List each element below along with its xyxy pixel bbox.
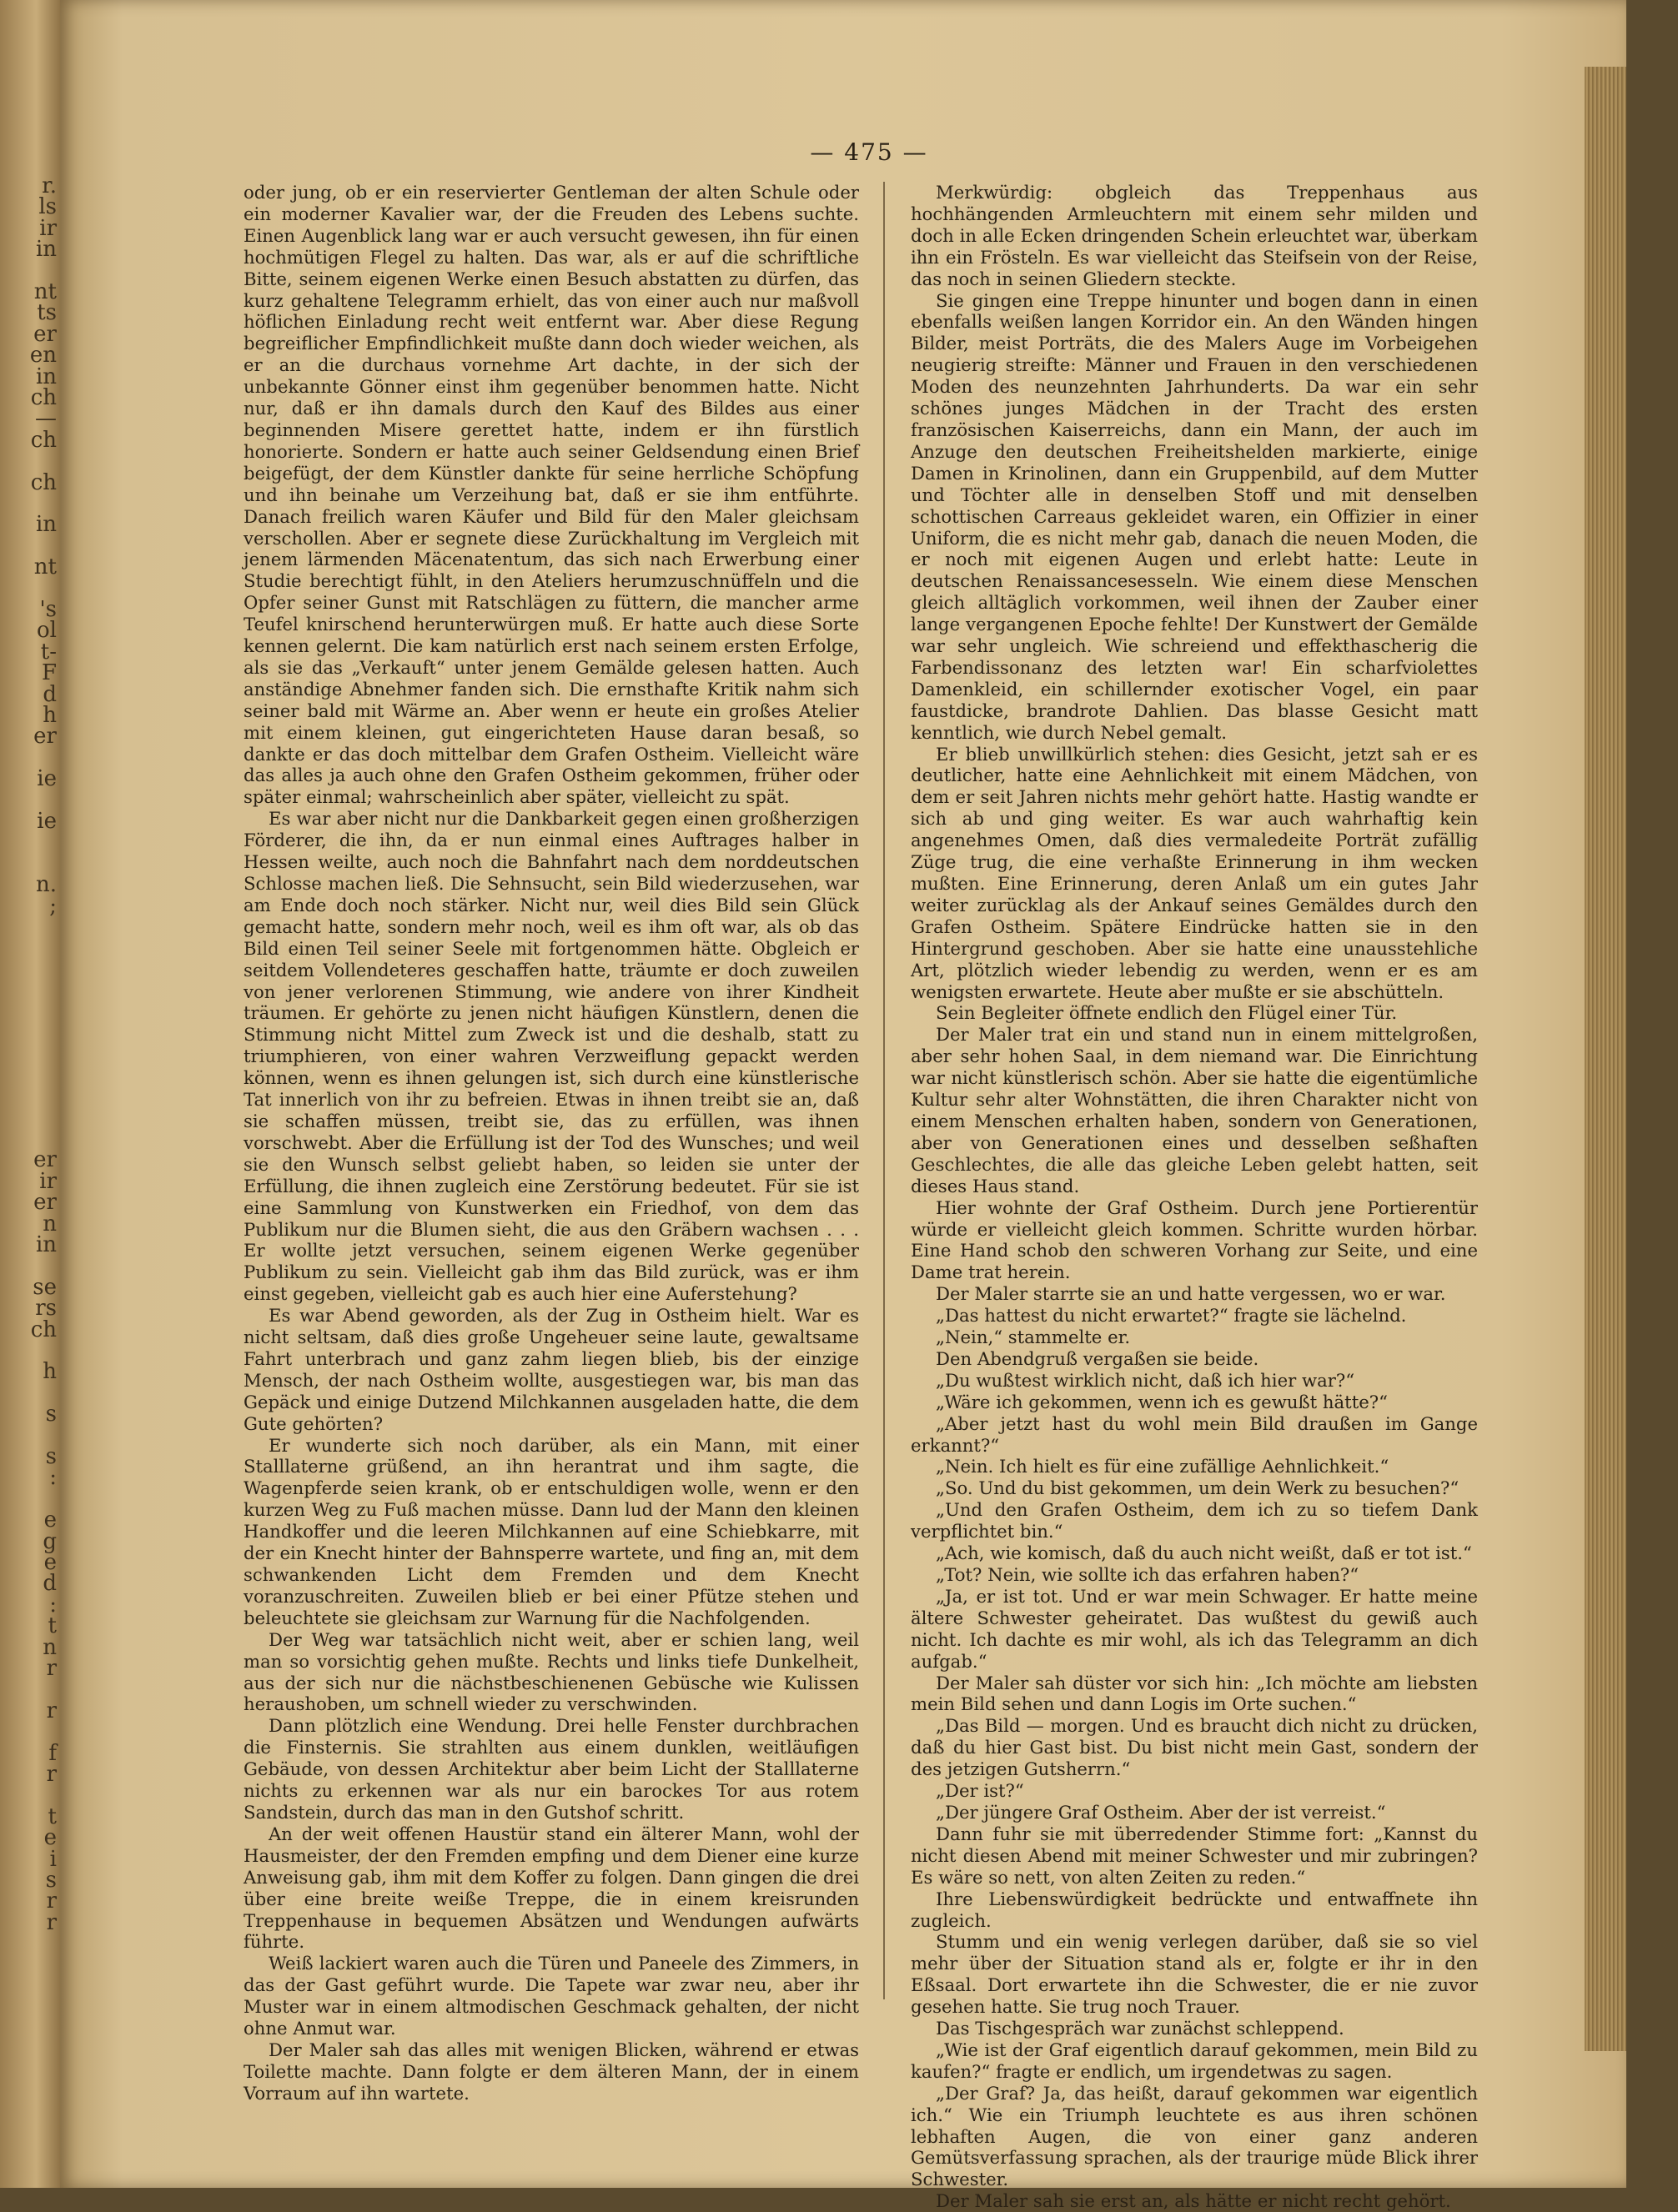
paragraph: „Nein,“ stammelte er. (936, 1327, 1131, 1348)
previous-page-text-fragment: ch (30, 385, 57, 410)
previous-page-text-fragment: ch (30, 1317, 57, 1342)
paragraph: Der Weg war tatsächlich nicht weit, aber er schien lang, weil man so vorsichtig gehen mußte. Rechts und links tiefe Dunkelheit, aus der sich nur die nächstbeschienenen Gebüsche wie Kulissen heraushoben, um schnell wieder zu verschwinden. (244, 1628, 859, 1715)
previous-page-text-fragment: in (35, 512, 57, 538)
page-number: — 475 — (810, 138, 928, 166)
paragraph: „Und den Grafen Ostheim, dem ich zu so tiefem Dank verpflichtet bin.“ (911, 1499, 1478, 1542)
previous-page-text-fragment: e (43, 1550, 57, 1575)
previous-page-text-fragment: ; (49, 893, 57, 919)
previous-page-text-fragment: ir (39, 215, 57, 241)
previous-page-text-fragment: : (49, 1465, 57, 1491)
previous-page-text-fragment: t (48, 1803, 57, 1829)
paragraph: oder jung, ob er ein reservierter Gentleman der alten Schule oder ein moderner Kavalier war, der die Freuden des Lebens suchte. Einen Augenblick lang war er auch versucht gewesen, ihn für einen hochmütigen Flegel zu halten. Das war, als er auf die schriftliche Bitte, seinem eigenen Werke einen Besuch abstatten zu dürfen, das kurz gehaltene Telegramm erhielt, das von einer auch nur maßvoll höflichen Einladung recht weit entfernt war. Aber diese Regung begreiflicher Empfindlichkeit mußte dann doch wieder weichen, als er an die durchaus vornehme Art dachte, in der sich der unbekannte Gönner einst ihm gegenüber benommen hatte. Nicht nur, daß er ihn damals durch den Kauf des Bildes aus einer beginnenden Misere gerettet hatte, indem er ihn fürstlich honorierte. Sondern er hatte auch seiner Geldsendung einen Brief beigefügt, der dem Künstler dankte für seine herrliche Schöpfung und ihn beinahe um Verzeihung bat, daß er sie ihm entführte. Danach freilich waren Käufer und Bild für den Maler gleichsam verschollen. Aber er segnete diese Zurückhaltung im Vergleich mit jenem lärmenden Mäcenatentum, das sich nach Erwerbung einer Studie berechtigt fühlt, in den Ateliers herumzuschnüffeln und die Opfer seiner Gunst mit Ratschlägen zu füttern, die mancher arme Teufel knirschend herunterwürgen muß. Er hatte auch diese Sorte kennen gelernt. Die kam natürlich erst nach seinem ersten Erfolge, als sie das „Verkauft“ unter jenem Gemälde gelesen hatten. Auch anständige Abnehmer fanden sich. Die ernsthafte Kritik nahm sich seiner bald mit Wärme an. Aber wenn er heute ein großes Atelier mit einem kleinen, gut eingerichteten Hause daran besaß, so dankte er das doch mittelbar dem Grafen Ostheim. Vielleicht wäre das alles ja auch ohne den Grafen Ostheim gekommen, früher oder später einmal; wahrscheinlich aber später, vielleicht zu spät. (244, 182, 859, 808)
previous-page-text-fragment: t- (40, 639, 57, 665)
previous-page-text-fragment: nt (33, 554, 57, 580)
previous-page-text-fragment: r (46, 1656, 57, 1681)
previous-page-text-fragment: s (45, 1868, 57, 1893)
paragraph: Merkwürdig: obgleich das Treppenhaus aus hochhängenden Armleuchtern mit einem sehr milden und doch in alle Ecken dringenden Schein erleuchtet war, überkam ihn ein Frösteln. Es war vielleicht das Steifsein von der Reise, das noch in seinen Gliedern steckte. (911, 182, 1478, 289)
previous-page-text-fragment: r (46, 1698, 57, 1723)
paragraph: Dann fuhr sie mit überredender Stimme fort: „Kannst du nicht diesen Abend mit meiner Schwester und mir zubringen? Es wäre so nett, von alten Zeiten zu reden.“ (911, 1823, 1478, 1888)
paragraph: „Ach, wie komisch, daß du auch nicht weißt, daß er tot ist.“ (936, 1542, 1472, 1564)
previous-page-text-fragment: i (49, 1846, 57, 1872)
previous-page-text-fragment: ie (37, 766, 57, 792)
previous-page-text-fragment: ts (37, 300, 57, 326)
previous-page-text-fragment: r (46, 1909, 57, 1935)
previous-page-text-fragment: — (35, 406, 57, 432)
previous-page-text-fragment: n (43, 1634, 57, 1660)
paragraph: „Das Bild — morgen. Und es braucht dich nicht zu drücken, daß du hier Gast bist. Du bist nicht mein Gast, sondern der des jetzigen Gutsherrn.“ (911, 1715, 1478, 1780)
previous-page-text-fragment: d (43, 681, 57, 707)
previous-page-text-fragment: er (33, 724, 57, 750)
column-divider (883, 182, 885, 1999)
previous-page-text-fragment: t (48, 1613, 57, 1639)
previous-page-text-fragment: r. (42, 173, 57, 198)
previous-page-text-fragment: g (43, 1528, 57, 1554)
previous-page-text-fragment: er (33, 1147, 57, 1173)
paragraph: Das Tischgespräch war zunächst schleppend. (936, 2018, 1344, 2039)
previous-page-text-fragment: ch (30, 427, 57, 453)
paragraph: Sein Begleiter öffnete endlich den Flügel einer Tür. (936, 1002, 1398, 1024)
previous-page-text-fragment: : (49, 1592, 57, 1618)
paragraph: „Tot? Nein, wie sollte ich das erfahren haben?“ (936, 1564, 1359, 1585)
paragraph: „Wäre ich gekommen, wenn ich es gewußt hätte?“ (936, 1391, 1388, 1412)
previous-page-text-fragment: r (46, 1762, 57, 1787)
previous-page-text-fragment: ls (38, 194, 57, 220)
previous-page-text-fragment: in (35, 364, 57, 389)
right-text-column (911, 182, 1478, 2212)
previous-page-text-fragment: ol (37, 618, 57, 644)
previous-page-text-fragment: er (33, 1190, 57, 1216)
paragraph: „Wie ist der Graf eigentlich darauf gekommen, mein Bild zu kaufen?“ fragte er endlich, um irgendetwas zu sagen. (911, 2039, 1478, 2082)
previous-page-text-fragment: r (46, 1888, 57, 1914)
previous-page-text-fragment: nt (33, 279, 57, 304)
previous-page-text-fragment: rs (35, 1296, 57, 1322)
paragraph: „So. Und du bist gekommen, um dein Werk zu besuchen?“ (936, 1477, 1459, 1499)
paragraph: „Der Graf? Ja, das heißt, darauf gekommen war eigentlich ich.“ Wie ein Triumph leuchtete es aus ihren schönen lebhaften Augen, die von einer ganz anderen Gemütsverfassung sprachen, als der traurige müde Blick ihrer Schwester. (911, 2082, 1478, 2190)
previous-page-text-fragment: e (43, 1507, 57, 1533)
previous-page-text-fragment: F (41, 660, 57, 686)
previous-page-text-fragment: in (35, 237, 57, 263)
previous-page-text-fragment: en (29, 343, 57, 369)
paragraph: Sie gingen eine Treppe hinunter und bogen dann in einen ebenfalls weißen langen Korridor ein. An den Wänden hingen Bilder, meist Porträts, die des Malers Auge im Vorbeigehen neugierig streifte: Männer und Frauen in den verschiedenen Moden des neunzehnten Jahrhunderts. Da war ein sehr schönes junges Mädchen in der Tracht des ersten französischen Kaiserreichs, dann ein Mann, der auch im Anzuge den deutschen Freiheitshelden markierte, einige Damen in Krinolinen, dann ein Gruppenbild, auf dem Mutter und Töchter alle in denselben Stoff und mit denselben schottischen Carreaus gekleidet waren, ein Offizier in einer Uniform, die es nicht mehr gab, danach die neuen Moden, die er noch mit eigenen Augen und erlebt hatte: Leute in deutschen Renaissancesesseln. Wie einem diese Menschen gleich alltäglich vorkommen, weil ihnen der Zauber einer lange vergangenen Epoche fehlte! Der Kunstwert der Gemälde war sehr ungleich. Wie schreiend und effekthascherig die Farbendissonanz des letzten war! Ein scharfviolettes Damenkleid, ein schillernder exotischer Vogel, ein paar faustdicke, brandrote Dahlien. Das blasse Gesicht matt kenntlich, wie durch Nebel gemalt. (911, 289, 1478, 743)
left-text-column (244, 182, 859, 2104)
paragraph: „Das hattest du nicht erwartet?“ fragte sie lächelnd. (936, 1305, 1407, 1327)
previous-page-text-fragment: in (35, 1232, 57, 1257)
paragraph: Der Maler sah düster vor sich hin: „Ich möchte am liebsten mein Bild sehen und dann Logis im Orte suchen.“ (911, 1672, 1478, 1715)
paragraph: Dann plötzlich eine Wendung. Drei helle Fenster durchbrachen die Finsternis. Sie strahlten aus einem dunklen, weitläufigen Gebäude, von dessen Architektur aber beim Licht der Stalllaterne nichts zu erkennen war als nur ein barockes Tor aus rotem Sandstein, durch das man in den Gutshof schritt. (244, 1715, 859, 1823)
previous-page-text-fragment: ch (30, 469, 57, 495)
previous-page-text-fragment: se (33, 1274, 57, 1300)
paragraph: Es war aber nicht nur die Dankbarkeit gegen einen großherzigen Förderer, die ihn, da er nun einmal eines Auftrages halber in Hessen weilte, auch noch die Bahnfahrt nach dem norddeutschen Schlosse machen ließ. Die Sehnsucht, sein Bild wiederzusehen, war am Ende doch noch stärker. Nicht nur, weil dies Bild sein Glück gemacht hatte, sondern mehr noch, weil es ihm oft war, als ob das Bild einen Teil seiner Seele mit fortgenommen hätte. Obgleich er seitdem Vollendeteres geschaffen hatte, träumte er doch zuweilen von jener verlorenen Stimmung, wie andere von ihrer Kindheit träumen. Er gehörte zu jenen nicht häufigen Künstlern, denen die Stimmung nicht Mittel zum Zweck ist und die deshalb, statt zu triumphieren, von einer wahren Verzweiflung gepackt werden können, wenn es ihnen gelungen ist, sich durch eine künstlerische Tat innerlich von ihr zu befreien. Etwas in ihnen treibt sie an, daß sie schaffen müssen, treibt sie, das zu erfüllen, was ihnen vorschwebt. Aber die Erfüllung ist der Tod des Wunsches; und weil sie den Wunsch selbst geliebt haben, so leiden sie unter der Erfüllung, die ihnen zugleich eine Zerstörung bedeutet. Für sie ist eine Sammlung von Kunstwerken ein Friedhof, von dem das Publikum nur die Blumen sieht, die aus den Gräbern wachsen . . . Er wollte jetzt versuchen, seinem eigenen Werke gegenüber Publikum zu sein. Vielleicht gab ihm das Bild zurück, was er ihm einst gegeben, vielleicht gab es auch hier eine Auferstehung? (244, 808, 859, 1305)
paragraph: Weiß lackiert waren auch die Türen und Paneele des Zimmers, in das der Gast geführt wurde. Die Tapete war zwar neu, aber ihr Muster war in einem altmodischen Geschmack gehalten, der nicht ohne Anmut war. (244, 1953, 859, 2039)
previous-page-text-fragment: h (43, 1359, 57, 1385)
paragraph: Stumm und ein wenig verlegen darüber, daß sie so viel mehr über der Situation stand als er, folgte er ihr in den Eßsaal. Dort erwartete ihn die Schwester, die er nie zuvor gesehen hatte. Sie trug noch Trauer. (911, 1931, 1478, 2018)
previous-page-text-fragment: 's (39, 597, 57, 622)
paragraph: Der Maler trat ein und stand nun in einem mittelgroßen, aber sehr hohen Saal, in dem niemand war. Die Einrichtung war nicht künstlerisch schön. Aber sie hatte die eigentümliche Kultur sehr alter Wohnstätten, die ihren Charakter nicht von einem Menschen erhalten haben, sondern von Generationen, aber von Generationen eines und desselben seßhaften Geschlechtes, die alle das gleiche Leben gelebt hatten, seit dieses Haus stand. (911, 1024, 1478, 1196)
book-page (60, 0, 1626, 2212)
book-page-edges (1585, 67, 1626, 2051)
paragraph: Den Abendgruß vergaßen sie beide. (936, 1347, 1259, 1369)
previous-page-edge (0, 0, 60, 2188)
paragraph: „Der ist?“ (936, 1780, 1024, 1802)
paragraph: Er wunderte sich noch darüber, als ein Mann, mit einer Stalllaterne grüßend, an ihn herantrat und ihm sagte, die Wagenpferde seien krank, ob er entschuldigen wolle, wenn er den kurzen Weg zu Fuß machen müsse. Dann lud der Mann den kleinen Handkoffer und die leeren Milchkannen auf eine Schiebkarre, mit der ein Knecht hinter der Bahnsperre wartete, und fing an, mit dem schwankenden Licht dem Fremden und dem Knecht voranzuschreiten. Zuweilen blieb er bei einer Pfütze stehen und beleuchtete sie gleichsam zur Warnung für die Nachfolgenden. (244, 1434, 859, 1628)
paragraph: „Der jüngere Graf Ostheim. Aber der ist verreist.“ (936, 1801, 1386, 1823)
previous-page-text-fragment: ie (37, 809, 57, 834)
previous-page-text-fragment: h (43, 703, 57, 728)
previous-page-text-fragment: er (33, 321, 57, 347)
previous-page-text-fragment: ir (39, 1168, 57, 1194)
previous-page-text-fragment: n (43, 1211, 57, 1236)
paragraph: Er blieb unwillkürlich stehen: dies Gesicht, jetzt sah er es deutlicher, hatte eine Aehnlichkeit mit einem Mädchen, von dem er seit Jahren nichts mehr gehört hatte. Hastig wandte er sich ab und ging weiter. Es war auch wahrhaftig kein angenehmes Omen, daß dies vermaledeite Porträt zufällig Züge trug, die eine verhaßte Erinnerung in ihm wecken mußten. Eine Erinnerung, deren Anlaß um ein gutes Jahr weiter zurücklag als der Ankauf seines Gemäldes durch den Grafen Ostheim. Spätere Eindrücke hatten sie in den Hintergrund geschoben. Aber sie hatte eine unausstehliche Art, plötzlich wieder lebendig zu werden, wenn er es am wenigsten erwartete. Heute aber mußte er sie abschütteln. (911, 743, 1478, 1002)
paragraph: Der Maler starrte sie an und hatte vergessen, wo er war. (936, 1283, 1446, 1305)
paragraph: „Du wußtest wirklich nicht, daß ich hier war?“ (936, 1369, 1355, 1391)
paragraph: „Aber jetzt hast du wohl mein Bild draußen im Gange erkannt?“ (911, 1412, 1478, 1456)
paragraph: „Ja, er ist tot. Und er war mein Schwager. Er hatte meine ältere Schwester geheiratet. Das wußtest du gewiß auch nicht. Ich dachte es mir wohl, als ich das Telegramm an dich aufgab.“ (911, 1585, 1478, 1672)
previous-page-text-fragment: s (45, 1444, 57, 1469)
paragraph: „Nein. Ich hielt es für eine zufällige Aehnlichkeit.“ (936, 1456, 1389, 1477)
previous-page-text-fragment: n. (35, 872, 57, 898)
previous-page-text-fragment: d (43, 1571, 57, 1597)
previous-page-text-fragment: f (48, 1740, 57, 1766)
paragraph: Ihre Liebenswürdigkeit bedrückte und entwaffnete ihn zugleich. (911, 1888, 1478, 1931)
previous-page-text-fragment: s (45, 1402, 57, 1427)
paragraph: Der Maler sah das alles mit wenigen Blicken, während er etwas Toilette machte. Dann folgte er dem älteren Mann, der in einem Vorraum auf ihn wartete. (244, 2039, 859, 2104)
paragraph: Der Maler sah sie erst an, als hätte er nicht recht gehört. (936, 2190, 1451, 2212)
paragraph: An der weit offenen Haustür stand ein älterer Mann, wohl der Hausmeister, der den Fremden empfing und dem Diener eine kurze Anweisung gab, ihm mit dem Koffer zu folgen. Dann gingen die drei über eine breite weiße Treppe, die in einem kreisrunden Treppenhause in bequemen Absätzen und Wendungen aufwärts führte. (244, 1823, 859, 1953)
paragraph: Es war Abend geworden, als der Zug in Ostheim hielt. War es nicht seltsam, daß dies große Ungeheuer seine laute, gewaltsame Fahrt unterbrach und ganz zahm liegen blieb, bis der einzige Mensch, der nach Ostheim wollte, ausgestiegen war, bis man das Gepäck und einige Dutzend Milchkannen ausgeladen hatte, die dem Gute gehörten? (244, 1305, 859, 1434)
previous-page-text-fragment: e (43, 1825, 57, 1851)
paragraph: Hier wohnte der Graf Ostheim. Durch jene Portierentür würde er vielleicht gleich kommen. Schritte wurden hörbar. Eine Hand schob den schweren Vorhang zur Seite, und eine Dame trat herein. (911, 1196, 1478, 1283)
